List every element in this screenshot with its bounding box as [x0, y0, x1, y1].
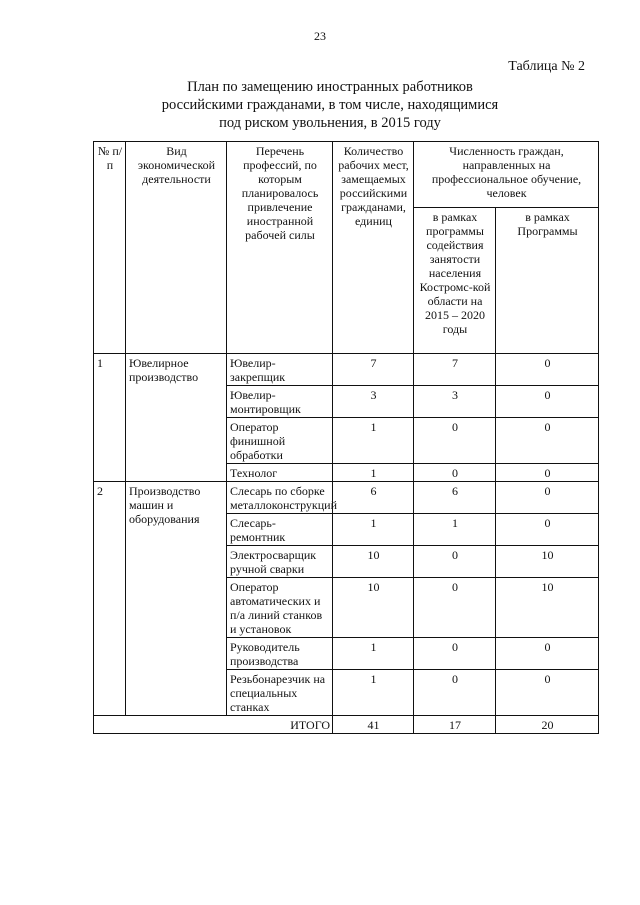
workplaces-cell: 1	[333, 670, 414, 716]
program-cell: 0	[496, 418, 599, 464]
workplaces-cell: 7	[333, 354, 414, 386]
kostroma-program-cell: 1	[414, 514, 496, 546]
title-line: российскими гражданами, в том числе, находящимися	[161, 97, 499, 113]
header-citizens: Численность граждан, направленных на профессиональное обучение, человек	[414, 142, 599, 208]
row-number: 1	[94, 354, 126, 482]
kostroma-program-cell: 7	[414, 354, 496, 386]
kostroma-program-cell: 3	[414, 386, 496, 418]
program-cell: 0	[496, 464, 599, 482]
header-sub-program: в рамках Программы	[496, 208, 599, 354]
row-number: 2	[94, 482, 126, 716]
workplaces-cell: 1	[333, 418, 414, 464]
kostroma-program-cell: 0	[414, 578, 496, 638]
total-label: ИТОГО	[94, 716, 333, 734]
profession-cell: Технолог	[227, 464, 333, 482]
profession-cell: Руководитель производства	[227, 638, 333, 670]
program-cell: 0	[496, 670, 599, 716]
profession-cell: Резьбонарезчик на специальных станках	[227, 670, 333, 716]
total-kostroma: 17	[414, 716, 496, 734]
profession-cell: Ювелир-монтировщик	[227, 386, 333, 418]
workplaces-cell: 1	[333, 514, 414, 546]
header-sub-kostroma: в рамках программы содействия занятости населения Костромс-кой области на 2015 – 2020 годы	[414, 208, 496, 354]
workplaces-cell: 1	[333, 464, 414, 482]
profession-cell: Оператор финишной обработки	[227, 418, 333, 464]
workplaces-cell: 6	[333, 482, 414, 514]
program-cell: 0	[496, 638, 599, 670]
activity-cell: Ювелирное производство	[126, 354, 227, 482]
document-title	[120, 78, 540, 132]
title-line: под риском увольнения, в 2015 году	[219, 115, 441, 131]
program-cell: 0	[496, 514, 599, 546]
total-row	[94, 716, 599, 734]
title-line: План по замещению иностранных работников	[187, 79, 473, 95]
profession-cell: Слесарь-ремонтник	[227, 514, 333, 546]
kostroma-program-cell: 0	[414, 638, 496, 670]
workplaces-cell: 1	[333, 638, 414, 670]
header-workplaces: Количество рабочих мест, замещаемых российскими гражданами, единиц	[333, 142, 414, 354]
workplaces-cell: 3	[333, 386, 414, 418]
profession-cell: Ювелир-закрепщик	[227, 354, 333, 386]
kostroma-program-cell: 0	[414, 546, 496, 578]
header-activity: Вид экономической деятельности	[126, 142, 227, 354]
header-professions: Перечень профессий, по которым планировалось привлечение иностранной рабочей силы	[227, 142, 333, 354]
workplaces-cell: 10	[333, 578, 414, 638]
profession-cell: Слесарь по сборке металлоконструкций	[227, 482, 333, 514]
table-row	[94, 482, 599, 514]
page-number: 23	[314, 29, 326, 43]
table-label: Таблица № 2	[508, 59, 585, 74]
program-cell: 0	[496, 354, 599, 386]
program-cell: 0	[496, 386, 599, 418]
program-cell: 10	[496, 546, 599, 578]
header-num: № п/п	[94, 142, 126, 354]
table-row	[94, 354, 599, 386]
kostroma-program-cell: 0	[414, 418, 496, 464]
kostroma-program-cell: 6	[414, 482, 496, 514]
profession-cell: Электросварщик ручной сварки	[227, 546, 333, 578]
total-workplaces: 41	[333, 716, 414, 734]
program-cell: 0	[496, 482, 599, 514]
table-body	[94, 354, 599, 716]
kostroma-program-cell: 0	[414, 464, 496, 482]
total-program: 20	[496, 716, 599, 734]
profession-cell: Оператор автоматических и п/а линий станков и установок	[227, 578, 333, 638]
program-cell: 10	[496, 578, 599, 638]
activity-cell: Производство машин и оборудования	[126, 482, 227, 716]
workplaces-cell: 10	[333, 546, 414, 578]
replacement-plan-table	[93, 141, 599, 734]
kostroma-program-cell: 0	[414, 670, 496, 716]
